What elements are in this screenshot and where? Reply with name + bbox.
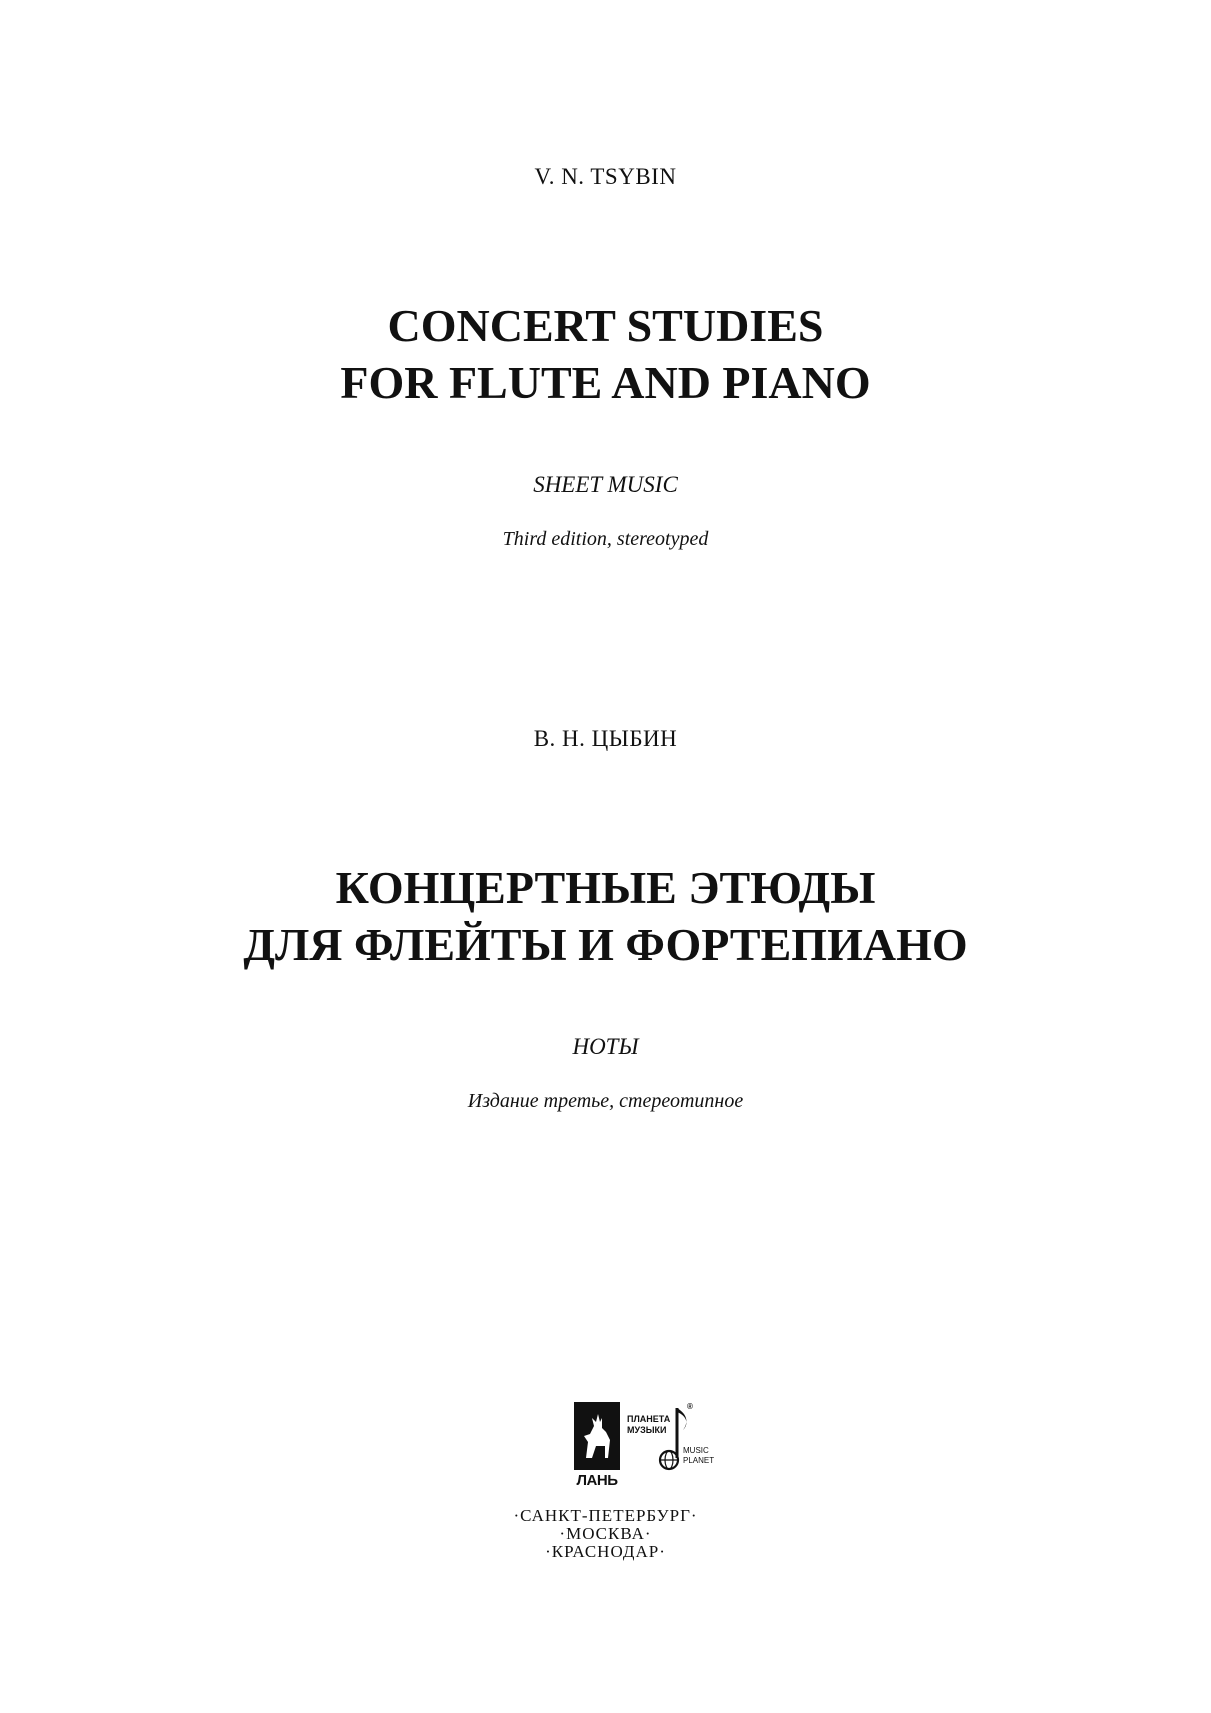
title-en-line1: CONCERT STUDIES (387, 300, 824, 351)
lan-logo-text: ЛАНЬ (576, 1472, 618, 1489)
pm-logo-line1: ПЛАНЕТА (627, 1414, 671, 1424)
registered-mark: ® (687, 1402, 693, 1411)
edition-ru: Издание третье, стереотипное (467, 1090, 744, 1112)
pm-logo-line4: PLANET (683, 1456, 715, 1465)
author-ru: В. Н. ЦЫБИН (533, 726, 678, 751)
subtitle-en: SHEET MUSIC (533, 472, 678, 497)
title-ru-line2: ДЛЯ ФЛЕЙТЫ И ФОРТЕПИАНО (243, 919, 968, 970)
city-1: ·САНКТ-ПЕТЕРБУРГ· (513, 1506, 698, 1525)
deer-icon (572, 1400, 622, 1472)
author-en: V. N. TSYBIN (534, 164, 677, 189)
pm-logo-line2: МУЗЫКИ (627, 1425, 667, 1435)
city-2: ·МОСКВА· (559, 1524, 652, 1543)
title-ru-line1: КОНЦЕРТНЫЕ ЭТЮДЫ (335, 862, 876, 913)
city-3: ·КРАСНОДАР· (545, 1542, 666, 1561)
edition-en: Third edition, stereotyped (502, 528, 709, 550)
pm-logo-line3: MUSIC (683, 1446, 709, 1455)
title-en-line2: FOR FLUTE AND PIANO (340, 357, 871, 408)
music-note-globe-icon (627, 1400, 715, 1480)
publisher-logos (572, 1400, 715, 1490)
subtitle-ru: НОТЫ (572, 1034, 639, 1059)
